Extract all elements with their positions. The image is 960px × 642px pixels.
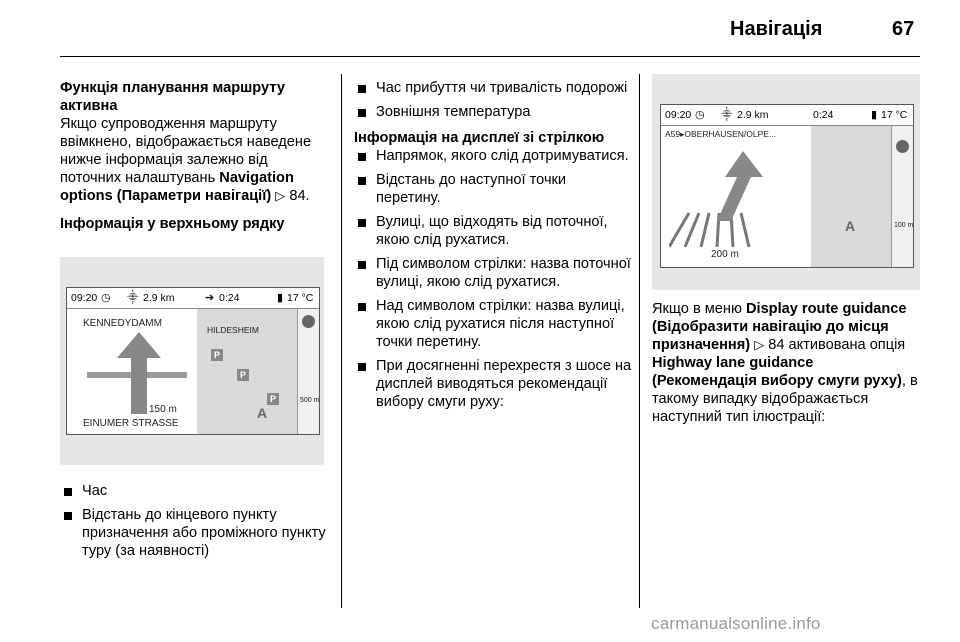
list-item: Час (60, 482, 332, 500)
status-distance: 2.9 km (143, 292, 175, 304)
status-bar (67, 288, 319, 309)
list-item: Вулиці, що відходять від поточної, якою слід рухатися. (354, 213, 634, 249)
parking-icon: P (211, 349, 223, 361)
status-distance: 2.9 km (737, 109, 769, 121)
figure-2 (652, 74, 920, 290)
position-marker-icon: A (257, 405, 268, 421)
turn-arrow-graphic (87, 332, 187, 414)
list-item: Час прибуття чи тривалість подорожі (354, 79, 634, 97)
navigation-options-link[interactable]: Navigation options (Параметри навігації) (60, 170, 294, 204)
nav-screen-2 (660, 104, 914, 268)
left-paragraph (60, 115, 332, 205)
arrow-shaft (131, 352, 147, 414)
list-item: Над символом стрілки: назва вулиці, якою слід рухатися після наступної точки перетину. (354, 297, 634, 351)
left-column (60, 79, 332, 233)
thermometer-icon: ▮ (871, 109, 878, 121)
compass-icon[interactable] (302, 315, 315, 328)
page-ref-icon: ▷ (275, 188, 286, 203)
map-side-panel (297, 309, 320, 434)
highway-lane-guidance-link[interactable]: Highway lane guidance (Рекомендація вибору смуги руху) (652, 355, 902, 389)
list-item: Напрямок, якого слід дотримуватися. (354, 147, 634, 165)
left-paragraph-text: Якщо супроводження маршруту ввімкнено, відображається наведене нижче інформація залежно від поточних налаштувань (60, 116, 312, 186)
figure-1 (60, 257, 324, 465)
footer-watermark: carmanualsonline.info (651, 614, 821, 633)
status-time: 09:20 (71, 292, 98, 304)
left-heading: Функція планування маршруту активна (60, 80, 285, 114)
status-temp: 17 °C (287, 292, 314, 304)
status-time: 09:20 (665, 109, 692, 121)
map-pane (197, 309, 297, 434)
thermometer-icon: ▮ (277, 292, 284, 304)
right-ref: 84 (768, 337, 785, 353)
road-sign-text: A59▸OBERHAUSEN/OLPE... (665, 129, 777, 139)
map-city-label: HILDESHEIM (207, 325, 259, 335)
arrival-arrow-icon: ➔ (205, 292, 215, 304)
left-paragraph-ref: 84. (289, 188, 310, 204)
status-eta: 0:24 (813, 109, 834, 121)
column-divider-1 (341, 74, 342, 608)
right-text-1: Якщо в меню (652, 301, 742, 317)
street-current: EINUMER STRASSE (83, 418, 179, 429)
parking-icon: P (267, 393, 279, 405)
clock-icon: ◷ (101, 292, 111, 304)
column-divider-2 (639, 74, 640, 608)
page-ref-icon: ▷ (754, 337, 765, 352)
list-item: При досягненні перехрестя з шосе на дисплей виводяться рекомендації вибору смуги руху: (354, 357, 634, 411)
map-scale: 500 m (300, 397, 320, 404)
right-column (652, 300, 920, 426)
clock-icon: ◷ (695, 109, 705, 121)
position-marker-icon: A (845, 218, 856, 234)
middle-column (354, 79, 634, 411)
road-icon: ⸎ (721, 109, 733, 121)
lane-arrow (717, 151, 763, 221)
map-scale: 100 m (894, 222, 914, 229)
display-route-guidance-link[interactable]: Display route guidance (Відобразити навігацію до місця призначення) (652, 301, 907, 353)
right-text-2: активована опція (788, 337, 906, 353)
status-eta: 0:24 (219, 292, 240, 304)
status-bar (661, 105, 913, 126)
list-item: Під символом стрілки: назва поточної вулиці, якою слід рухатися. (354, 255, 634, 291)
parking-icon: P (237, 369, 249, 381)
lane-markings (669, 213, 749, 247)
right-text-3: , в такому випадку відображається наступний тип ілюстрації: (652, 373, 918, 425)
map-pane (811, 126, 891, 267)
left-bullets (60, 482, 332, 560)
header-rule (60, 56, 920, 57)
lane-guidance-graphic (669, 151, 809, 247)
nav-screen-1 (66, 287, 320, 435)
status-temp: 17 °C (881, 109, 908, 121)
list-item: Відстань до кінцевого пункту призначення або проміжного пункту туру (за наявності) (60, 506, 332, 560)
list-item: Зовнішня температура (354, 103, 634, 121)
turn-distance: 200 m (711, 249, 739, 260)
turn-distance: 150 m (149, 404, 177, 415)
compass-icon[interactable] (896, 140, 909, 153)
map-side-panel (891, 126, 914, 267)
left-section-heading: Інформація у верхньому рядку (60, 216, 285, 232)
road-icon: ⸎ (127, 292, 139, 304)
middle-section-heading: Інформація на дисплеї зі стрілкою (354, 130, 605, 146)
list-item: Відстань до наступної точки перетину. (354, 171, 634, 207)
right-paragraph (652, 300, 920, 426)
street-next: KENNEDYDAMM (83, 318, 162, 329)
arrow-head (117, 332, 161, 358)
page-number: 67 (892, 18, 915, 40)
page-header-title: Навігація (730, 18, 823, 40)
